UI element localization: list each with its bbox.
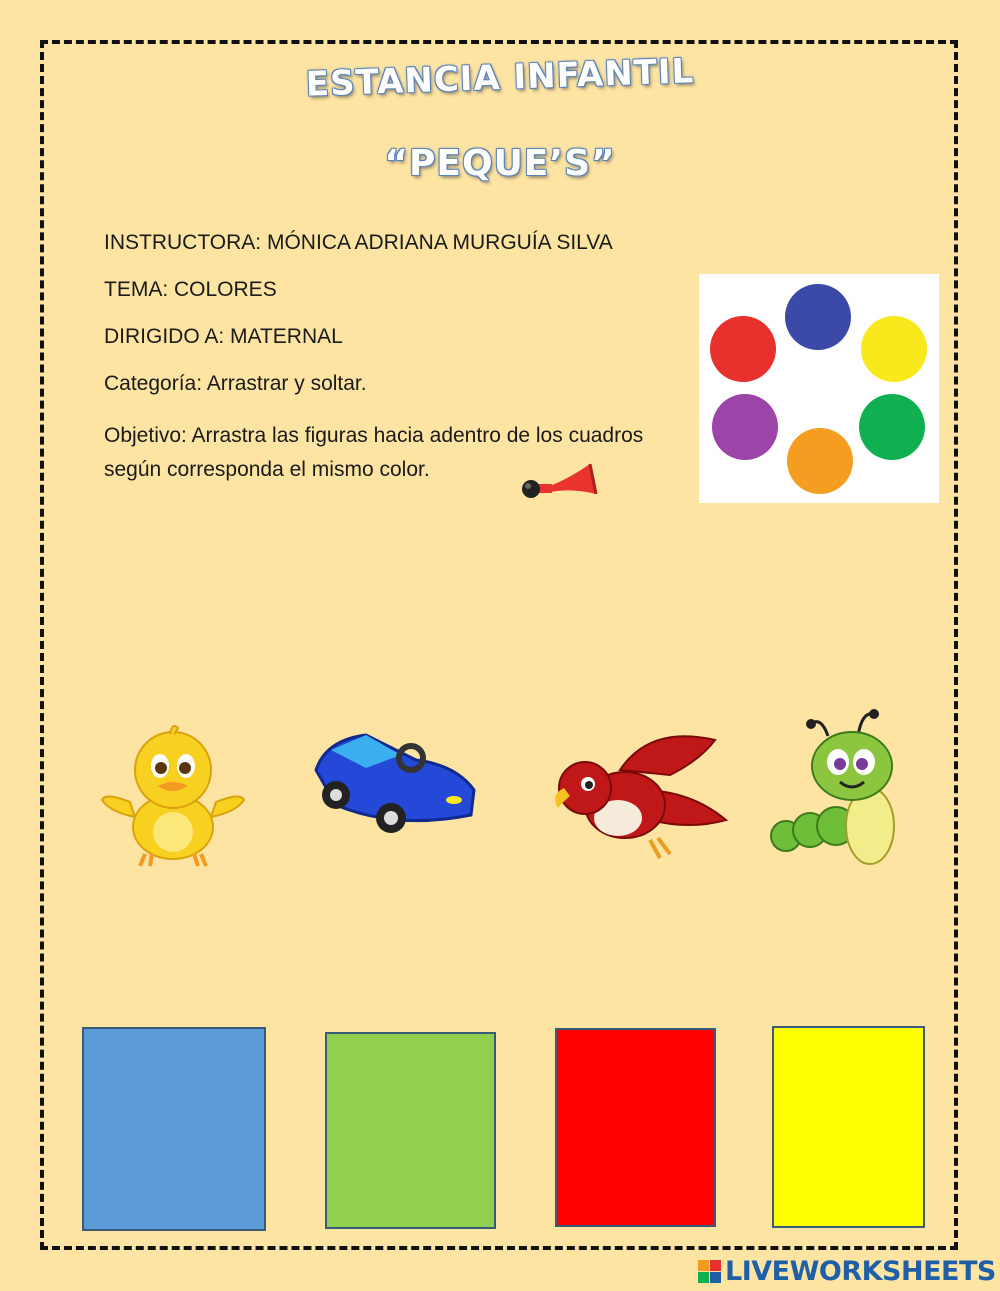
page-subtitle: “PEQUE’S”	[384, 143, 616, 184]
topic-text: TEMA: COLORES	[104, 278, 277, 301]
car-draggable[interactable]	[306, 720, 480, 842]
objective-text: Objetivo: Arrastra las figuras hacia adentro de los cuadros según corresponda el mismo color.	[104, 424, 644, 481]
drop-box-yellow[interactable]	[772, 1026, 925, 1228]
logo-mark-icon	[698, 1260, 721, 1283]
drop-box-blue[interactable]	[82, 1027, 266, 1231]
bird-draggable[interactable]	[550, 730, 728, 864]
chick-icon	[100, 722, 246, 868]
palette-dot	[859, 394, 925, 460]
instructor-text: INSTRUCTORA: MÓNICA ADRIANA MURGUÍA SILVA	[104, 231, 613, 254]
chick-draggable[interactable]	[100, 722, 246, 868]
drop-box-red[interactable]	[555, 1028, 716, 1227]
palette-dot	[712, 394, 778, 460]
horn-icon	[520, 458, 598, 502]
audience-text: DIRIGIDO A: MATERNAL	[104, 325, 343, 348]
color-palette-image	[699, 274, 939, 503]
palette-dot	[861, 316, 927, 382]
palette-dot	[710, 316, 776, 382]
logo-text: LIVEWORKSHEETS	[725, 1255, 996, 1287]
liveworksheets-logo	[698, 1256, 996, 1286]
caterpillar-draggable[interactable]	[766, 706, 906, 870]
category-text: Categoría: Arrastrar y soltar.	[104, 372, 367, 395]
bird-icon	[550, 730, 728, 864]
drop-box-green[interactable]	[325, 1032, 496, 1229]
palette-dot	[787, 428, 853, 494]
page-title: ESTANCIA INFANTIL	[305, 51, 695, 105]
horn-audio-button[interactable]	[520, 458, 598, 502]
caterpillar-icon	[766, 706, 906, 870]
palette-dot	[785, 284, 851, 350]
car-icon	[306, 720, 480, 842]
